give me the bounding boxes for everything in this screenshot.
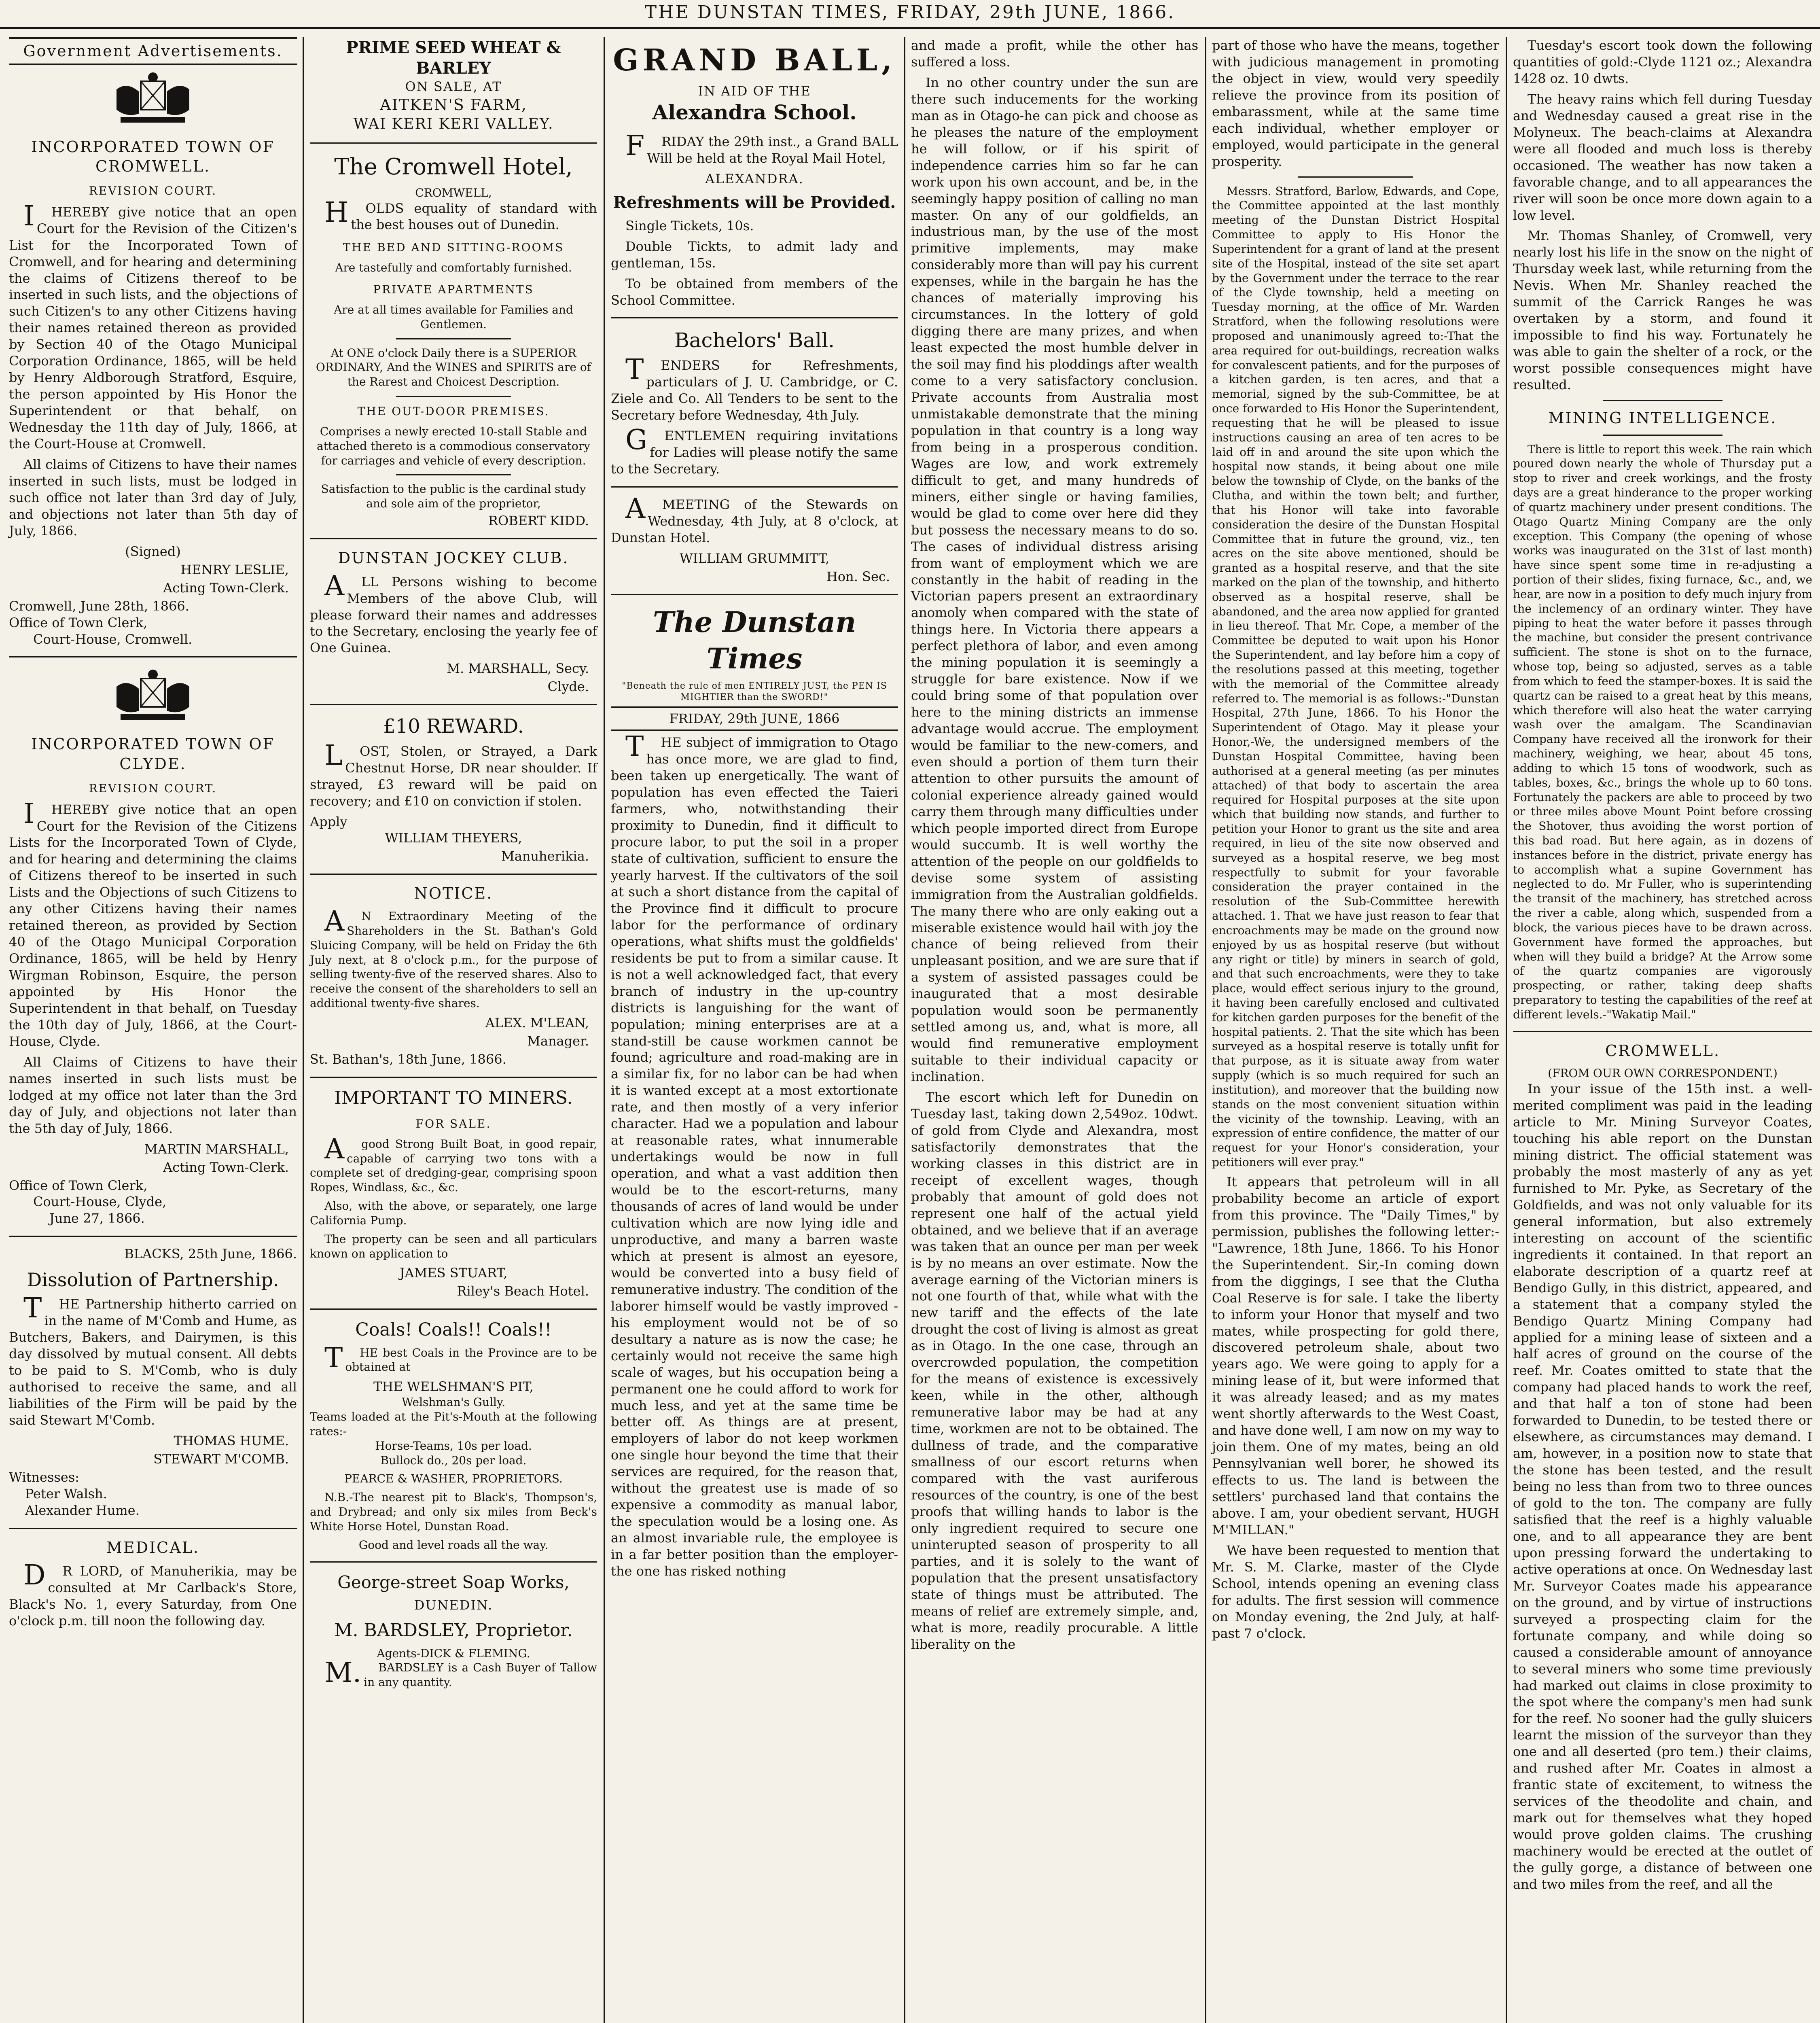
miners-body: Agood Strong Built Boat, in good repair, capable of carrying two tons with a complete set of dredging-gear, comprising spoon Ropes, Windlass, &c., &c. — [310, 1133, 597, 1194]
prime-seed-farm: AITKEN'S FARM, — [380, 96, 527, 114]
hospital-report: Messrs. Stratford, Barlow, Edwards, and Cope, the Committee appointed at the last monthly meeting of the Dunstan District Hospital Committee to apply to His Honor the Superintendent for a grant of land at the present site of the Hospital, instead of the site set apart by the Government under the terrace to the rear of the Clyde township, held a meeting on Tuesday morning, at the office of Mr. Warden Stratford, when the following resolutions were proposed and unanimously agreed to:-That the area required for out-buildings, recreation walks for convalescent patients, and for the purposes of a kitchen garden, is ten acres, and that a memorial, signed by the sub-Committee, be at once forwarded to His Honor the Superintendent, requesting that he will be pleased to issue instructions causing an area of ten acres to be laid off in and around the site upon which the hospital now stands, it being about one mile below the township of Clyde, on the banks of the Clutha, and within the town belt; and further, that his Honor will take into favorable consideration the desire of the Dunstan Hospital Committee that in future the ground, viz., ten acres on the site above mentioned, should be granted as a hospital reserve, and that the site marked on the plan of the township, and hitherto observed as a hospital reserve, shall be abandoned, and the area now applied for granted in lieu thereof. That Mr. Cope, a member of the Committee be deputed to wait upon his Honor the Superintendent, and lay before him a copy of the resolutions passed at this meeting, together with the memorial of the Committee already referred to. The memorial is as follows:-"Dunstan Hospital, 27th June, 1866. To his Honor the Superintendent of Otago. May it please your Honor,-We, the undersigned members of the Dunstan Hospital Committee, having been authorised at a general meeting (as per minutes attached) of that body to ascertain the area required for Hospital purposes at the site upon which that building now stands, and further to petition your Honor to grant us the site and area required, in lieu of the site now observed and surveyed as a hospital reserve, we beg most respectfully to submit for your favorable consideration the prayer contained in the resolution of the Sub-Committee herewith attached. 1. That we have just reason to fear that encroachments may be made on the ground now enjoyed by us as hospital reserve (but without any right or title) by miners in search of gold, and that such encroachments, were they to take place, would effect serious injury to the ground, it having been carefully enclosed and cultivated for kitchen garden purposes for the benefit of the hospital patients. 2. That the site which has been surveyed as a hospital reserve is totally unfit for that purpose, as it is situate away from water supply (which is so much required for such an institution), and moreover that the building now stands on the most convenient situation within the vicinity of the township. Leaving, with an expression of entire confidence, the matter of our request for your Honor's consideration, your petitioners will ever pray." — [1212, 184, 1499, 1169]
jockey-body: ALL Persons wishing to become Members of the above Club, will please forward their names and addresses to the Secretary, enclosing the yearly fee of One Guinea. — [310, 570, 597, 656]
dissolution-signatory-1: THOMAS HUME. — [174, 1433, 289, 1448]
outdoor-title: THE OUT-DOOR PREMISES. — [357, 405, 550, 418]
miners-signatory: JAMES STUART, — [399, 1265, 508, 1281]
meeting-signatory: WILLIAM GRUMMITT, — [679, 551, 830, 566]
jockey-place: Clyde. — [547, 679, 589, 695]
medical-title: MEDICAL. — [106, 1538, 199, 1556]
soap-proprietor: M. BARDSLEY, Proprietor. — [334, 1620, 573, 1641]
editorial-paragraph-3: The escort which left for Dunedin on Tuesday last, taking down 2,549oz. 10dwt. of gold from Clyde and Alexandra, most satisfactorily demonstrates that the working classes in this district are in receipt of excellent wages, though probably that amount of gold does not represent one half of the actual yield obtained, and we believe that if an average was taken that an ounce per man per week is by no means an over estimate. Now the average earning of the Victorian miners is not one fourth of that, while what with the new tariff and the effects of the late drought the cost of living is almost as great as in Otago. In the one case, through an overcrowded population, the competition for the means of existence is excessively keen, while in the other, although remunerative labor may be had at any time, workmen are not to be obtained. The dullness of trade, and the comparative smallness of our escort returns when compared with the vast auriferous resources of the country, is one of the best proofs that willing hands to labor is the only ingredient required to secure one uninterupted season of prosperity to all parties, and it is solely to the want of population that the present unsatisfactory state of things must be attributed. The means of relief are extremely simple, and, what is more, readily procurable. A little liberality on the — [911, 1090, 1198, 1652]
signed-label: (Signed) — [125, 543, 181, 559]
cromwell-court-house: Court-House, Cromwell. — [33, 631, 193, 647]
reward-apply: Apply — [310, 814, 347, 829]
miners-place: Riley's Beach Hotel. — [457, 1283, 589, 1299]
clyde-title: INCORPORATED TOWN OF CLYDE. — [31, 735, 275, 773]
divider — [310, 142, 597, 144]
miners-body-2: Also, with the above, or separately, one large California Pump. — [310, 1199, 597, 1227]
ball-title: GRAND BALL, — [613, 43, 896, 78]
mining-title: MINING INTELLIGENCE. — [1548, 409, 1777, 427]
rain-report: The heavy rains which fell during Tuesday and Wednesday caused a great rise in the Molyneux. The beach-claims at Alexandra were all flooded and much loss is thereby occasioned. The weather has now taken a favorable change, and to all appearances the river will soon be once more down again to a low level. — [1513, 91, 1812, 223]
divider — [611, 486, 898, 488]
hotel-title: The Cromwell Hotel, — [334, 154, 573, 180]
column-2 — [304, 37, 603, 2023]
clyde-signatory-role: Acting Town-Clerk. — [163, 1159, 289, 1175]
notice-role: Manager. — [527, 1033, 589, 1049]
soap-town: DUNEDIN. — [414, 1597, 493, 1613]
blacks-date: BLACKS, 25th June, 1866. — [124, 1246, 297, 1262]
divider — [396, 474, 511, 475]
reward-body: LOST, Stolen, or Strayed, a Dark Chestnut Horse, DR near shoulder. If strayed, £3 reward will be paid on recovery; and £10 on conviction if stolen. — [310, 739, 597, 809]
cromwell-title: INCORPORATED TOWN OF CROMWELL. — [31, 138, 275, 176]
ball-obtain: To be obtained from members of the School Committee. — [611, 276, 898, 308]
shanley-report: Mr. Thomas Shanley, of Cromwell, very nearly lost his life in the snow on the night of Thursday week last, while returning from the Nevis. When Mr. Shanley reached the summit of the Carrick Ranges he was overtaken by a storm, and found it impossible to find his way. Fortunately he was able to gain the shelter of a rock, or the worst possible consequences might have resulted. — [1513, 228, 1812, 393]
editorial-text: THE subject of immigration to Otago has once more, we are glad to find, been taken up energetically. The want of population has even effected the Taieri farmers, who, notwithstanding their proximity to Dunedin, find it difficult to procure labor, to put the soil in a proper state of cultivation, sufficient to ensure the yearly harvest. If the cultivators of the soil at such a short distance from the capital of the Province find it difficult to procure labor for the performance of ordinary operations, what shifts must the goldfields' residents be put to from a similar cause. It is not a well acknowledged fact, that every branch of industry in the up-country districts is languishing for the want of population; mining enterprises are at a stand-still be cause workmen cannot be found; agriculture and road-making are in a similar fix, for no labor can be had when it is wanted except at a most extortionate rate, and then mostly of a very inferior character. Had we a population and labour at reasonable rates, what innumerable undertakings would be now in full operation, and what a vast addition then would be to the escort-returns, many thousands of acres of land would be under cultivation which are now lying idle and unproductive, and many a barren waste which at present is almost an eyesore, would be converted into a busy field of remunerative industry. The condition of the laborer himself would be vastly improved -his employment would not be of so desultary a nature as is now the case; he certainly would not receive the same high scale of wages, but his occupation being a permanent one he could afford to work for much less, and yet at the same time be better off. As things are at present, employers of labor do not keep workmen one single hour beyond the time that their services are required, for the reason that, without the greatest use is made of so expensive a commodity as manual labor, the speculation would be a losing one. As an almost invariable rule, the employee is in a far better position than the employer-the one has risked nothing — [611, 731, 898, 1579]
petroleum-report: It appears that petroleum will in all probability become an article of export from this province. The "Daily Times," by permission, publishes the following letter:-"Lawrence, 18th June, 1866. To his Honor the Superintendent. Sir,-In coming down from the diggings, I see that the Clutha Coal Reserve is for sale. I take the liberty to inform your Honor that myself and two mates, while prospecting for gold there, discovered petroleum shale, about two years ago. We were going to apply for a mining lease of it, but were informed that it was already leased; and as my mates went shortly afterwards to the West Coast, and have done well, I am now on my way to join them. One of my mates, being an old Pennsylvanian well borer, he showed its effects to us. The land is between the settlers' purchased land that contains the above. I am, your obedient servant, HUGH M'MILLAN." — [1212, 1174, 1499, 1537]
satisfaction-body: Satisfaction to the public is the cardinal study and sole aim of the proprietor, — [321, 482, 586, 511]
divider — [1513, 1031, 1812, 1032]
divider — [9, 656, 297, 657]
ball-single-tickets: Single Tickets, 10s. — [625, 218, 754, 233]
column-4 — [905, 37, 1204, 2023]
reward-title: £10 REWARD. — [383, 715, 524, 738]
cromwell-notice-body-2: All claims of Citizens to have their names inserted in such lists, must be lodged in such office not later than 3rd day of July, and objections not later than 5th day of July, 1866. — [9, 457, 297, 539]
clyde-signatory: MARTIN MARSHALL, — [144, 1141, 289, 1157]
divider — [310, 874, 597, 875]
cromwell-correspondent-text: In your issue of the 15th inst. a well-merited compliment was paid in the leading article to Mr. Mining Surveyor Coates, touching his able report on the Dunstan mining district. The official statement was probably the most masterly of any as yet furnished to Mr. Pyke, as Secretary of the Goldfields, and was not only valuable for its general information, but also extremely interesting on account of the scientific ingredients it contained. In that report an elaborate description of a quartz reef at Bendigo Gully, in this district, appeared, and a statement that a company styled the Bendigo Quartz Mining Company had applied for a mining lease of sixteen and a half acres of ground on the course of the reef. Mr. Coates omitted to state that the company had placed hands to work the reef, and that half a ton of stone had been forwarded to Dunedin, to be tested there or elsewhere, as circumstances may demand. I am, however, in a position now to state that the stone has been tested, and the result being no less than from two to three ounces of gold to the ton. The company are fully satisfied that the reef is a highly valuable one, and to all appearance they are bent upon pressing forward the undertaking to active operations at once. On Wednesday last Mr. Surveyor Coates made his appearance on the ground, and by virtue of instructions surveyed a prospecting claim for the fortunate company, and while doing so caused a considerable amount of annoyance to several miners who some time previously had marked out claims in close proximity to the spot where the company's men had sunk for the reef. No sooner had the gully sluicers learnt the mission of the surveyor than they one and all deserted (pro tem.) their claims, and rushed after Mr. Coates in almost a frantic state of excitement, to witness the services of the theodolite and chain, and mark out for themselves what they hoped would prove golden claims. The crushing machinery would be erected at the outlet of the gully gorge, a distance of between one and two miles from the reef, and all the — [1513, 1081, 1812, 1892]
coals-nb: N.B.-The nearest pit to Black's, Thompson's, and Drybread; and only six miles from Beck's White Horse Hotel, Dunstan Road. — [310, 1491, 597, 1533]
coals-horse-rate: Horse-Teams, 10s per load. — [375, 1439, 532, 1453]
medical-body: DR LORD, of Manuherikia, may be consulted at Mr Carlback's Store, Black's No. 1, every Saturday, from One o'clock p.m. till noon the following day. — [9, 1559, 297, 1629]
prime-seed-valley: WAI KERI KERI VALLEY. — [353, 115, 554, 132]
cromwell-correspondent-title: CROMWELL. — [1605, 1041, 1720, 1060]
divider — [310, 1561, 597, 1563]
private-title: PRIVATE APARTMENTS — [373, 283, 534, 297]
notice-signatory: ALEX. M'LEAN, — [485, 1015, 589, 1031]
private-body: Are at all times available for Families and Gentlemen. — [334, 303, 573, 331]
bachelors-title: Bachelors' Ball. — [674, 329, 835, 352]
divider — [310, 1308, 597, 1310]
coals-title: Coals! Coals!! Coals!! — [355, 1319, 552, 1340]
divider — [396, 338, 511, 339]
cromwell-signatory-role: Acting Town-Clerk. — [163, 580, 289, 596]
evening-class-notice: We have been requested to mention that Mr. S. M. Clarke, master of the Clyde School, intends opening an evening class for adults. The first session will commence on Monday evening, the 2nd July, at half-past 7 o'clock. — [1212, 1542, 1499, 1641]
reward-signatory: WILLIAM THEYERS, — [385, 830, 522, 846]
ball-double-tickets: Double Tickts, to admit lady and gentleman, 15s. — [611, 238, 898, 271]
miners-body-3: The property can be seen and all particulars known on application to — [310, 1232, 597, 1260]
divider — [611, 317, 898, 318]
coat-of-arms-icon — [92, 69, 214, 130]
coat-of-arms-icon — [92, 666, 214, 727]
ball-town: ALEXANDRA. — [705, 171, 804, 187]
column-6 — [1507, 37, 1818, 2023]
dissolution-title: Dissolution of Partnership. — [27, 1269, 279, 1291]
cromwell-notice-body: IHEREBY give notice that an open Court for the Revision of the Citizen's List for the Incorporated Town of Cromwell, and for hearing and determining the claims of Citizens thereof to be inserted in such lists, and the objections of such Citizen's to any other Citizens having their names retained thereon as provided by Section 40 of the Otago Municipal Corporation Ordinance, 1865, will be held by Henry Aldborough Stratford, Esquire, the person appointed by His Honor the Superintendent or that behalf, on Wednesday the 11th day of July, 1866, at the Court-House at Cromwell. — [9, 200, 297, 452]
clyde-notice-body-2: All Claims of Citizens to have their names inserted in such lists must be lodged at my office not later than the 3rd day of July, and objections not later than the 5th day of July, 1866. — [9, 1054, 297, 1136]
prime-seed-title: PRIME SEED WHEAT & BARLEY — [346, 38, 561, 78]
hotel-body: HOLDS equality of standard with the best houses out of Dunedin. — [324, 196, 597, 233]
masthead: THE DUNSTAN TIMES, FRIDAY, 29th JUNE, 1866. — [0, 0, 1820, 29]
gov-ads-heading: Government Advertisements. — [9, 37, 297, 65]
escort-report: Tuesday's escort took down the following quantities of gold:-Clyde 1121 oz.; Alexandra 1428 oz. 10 dwts. — [1513, 38, 1812, 86]
editorial-paragraph-2: In no other country under the sun are there such inducements for the working man as in Otago-he can pick and choose as he pleases the nature of the employment he will follow, or if his spirit of independence carries him so far he can work upon his own account, and be, in the seemingly happy position of calling no man master. On any of our goldfields, an industrious man, by the use of the most primitive implements, may make considerably more than will pay his current expenses, while in the bargain he has the chances of materially improving his circumstances. In the lottery of gold digging there are many prizes, and when least expected the most humble delver in the soil may find his ploddings after wealth come to a very satisfactory conclusion. Private accounts from Australia most unmistakable demonstrate that the mining population in that country is a long way from being in a prosperous condition. Wages are low, and work extremely difficult to get, and many hundreds of miners, either single or having families, would be glad to come over here did they but possess the necessary means to do so. The cases of individual distress arising from want of employment which we are constantly in the habit of reading in the Victorian papers present an extraordinary anomoly when compared with the state of things here. In Victoria there appears a perfect plethora of labor, and even among the mining population it is seemingly a struggle for bare existence. Now if we could bring some of that population over here to the mining districts an immense advantage would accrue. The employment would be familiar to the new-comers, and even should a portion of them turn their attention to other pursuits the amount of colonial experience already gained would carry them through many difficulties under which people imported direct from Europe would succumb. It is well worthy the attention of the people on our goldfields to devise some system of assisting immigration from the Australian goldfields. The many there who are only eaking out a miserable existence would hail with joy the chance of being relieved from their unpleasant position, and we are sure that if a system of assisted passages could be inaugurated that a most desirable population would soon be permanently settled among us, and, what is more, all would find remunerative employment suitable to their individual capacity or inclination. — [911, 74, 1198, 1085]
jockey-signatory: M. MARSHALL, Secy. — [447, 661, 589, 676]
coals-pit: THE WELSHMAN'S PIT, — [373, 1379, 534, 1395]
ordinary-body: At ONE o'clock Daily there is a SUPERIOR ORDINARY, And the WINES and SPIRITS are of the Rarest and Choicest Description. — [316, 346, 591, 389]
column-1 — [3, 37, 303, 2023]
hotel-signatory: ROBERT KIDD. — [488, 513, 589, 529]
clyde-revision-court: REVISION COURT. — [89, 781, 217, 795]
coals-proprietors: PEARCE & WASHER, PROPRIETORS. — [344, 1472, 563, 1486]
bed-body: Are tastefully and comfortably furnished. — [335, 261, 572, 275]
witness-2: Alexander Hume. — [25, 1502, 140, 1518]
divider — [396, 396, 511, 397]
editorial-continued: and made a profit, while the other has suffered a loss. — [911, 38, 1198, 70]
paper-date: FRIDAY, 29th JUNE, 1866 — [611, 706, 898, 731]
column-3 — [605, 37, 904, 2023]
column-5 — [1206, 37, 1505, 2023]
soap-body: M.BARDSLEY is a Cash Buyer of Tallow in any quantity. — [324, 1657, 597, 1689]
bachelors-body-2: GENTLEMEN requiring invitations for Ladies will please notify the same to the Secretary. — [611, 424, 898, 477]
for-sale-label: FOR SALE. — [415, 1117, 492, 1130]
miners-title: IMPORTANT TO MINERS. — [334, 1087, 573, 1108]
dissolution-body: THE Partnership hitherto carried on in the name of M'Comb and Hume, as Butchers, Bakers, and Dairymen, is this day dissolved by mutual consent. All debts to be paid to S. M'Comb, who is duly authorised to receive the same, and all liabilities of the Firm will be paid by the said Stewart M'Comb. — [9, 1292, 297, 1428]
reward-place: Manuherikia. — [501, 848, 589, 864]
coals-body: THE best Coals in the Province are to be obtained at — [324, 1342, 597, 1374]
divider — [1298, 176, 1413, 178]
divider — [611, 594, 898, 595]
outdoor-body: Comprises a newly erected 10-stall Stable and attached thereto is a commodious conservatory for carriages and vehicle of every description. — [317, 424, 590, 467]
cromwell-office: Office of Town Clerk, — [9, 615, 148, 630]
coals-gully: Welshman's Gully. — [402, 1395, 505, 1409]
coals-bullock-rate: Bullock do., 20s per load. — [380, 1453, 527, 1467]
divider — [9, 1236, 297, 1237]
notice-title: NOTICE. — [414, 884, 493, 903]
divider — [1603, 435, 1723, 436]
bachelors-body: TENDERS for Refreshments, particulars of J. U. Cambridge, or C. Ziele and Co. All Tenders to be sent to the Secretary before Wednesday, 4th July. — [611, 354, 898, 423]
divider — [9, 1528, 297, 1529]
clyde-office: Office of Town Clerk, — [9, 1177, 148, 1193]
soap-agents: Agents-DICK & FLEMING. — [377, 1646, 530, 1660]
paper-title: The Dunstan Times — [653, 605, 856, 675]
cromwell-correspondent-sub: (FROM OUR OWN CORRESPONDENT.) — [1548, 1067, 1778, 1080]
witnesses-label: Witnesses: — [9, 1469, 79, 1485]
clyde-court-house: Court-House, Clyde, — [33, 1194, 167, 1210]
notice-body: AN Extraordinary Meeting of the Shareholders in the St. Bathan's Gold Sluicing Company, will be held on Friday the 6th July next, at 8 o'clock p.m., for the purpose of selling twenty-five of the reserved shares. Also to receive the consent of the shareholders to sell an additional twenty-five shares. — [310, 905, 597, 1010]
hotel-town: CROMWELL, — [415, 186, 492, 199]
divider — [310, 704, 597, 705]
meeting-body: AMEETING of the Stewards on Wednesday, 4th July, at 8 o'clock, at Dunstan Hotel. — [611, 493, 898, 546]
dissolution-signatory-2: STEWART M'COMB. — [153, 1451, 289, 1467]
cromwell-date: Cromwell, June 28th, 1866. — [9, 598, 189, 614]
ball-refreshments: Refreshments will be Provided. — [613, 193, 896, 212]
prime-seed-sale: ON SALE, AT — [405, 79, 502, 95]
clyde-date: June 27, 1866. — [49, 1211, 145, 1226]
notice-date: St. Bathan's, 18th June, 1866. — [310, 1051, 506, 1067]
cromwell-revision-court: REVISION COURT. — [89, 184, 217, 197]
editorial-conclusion: part of those who have the means, together with judicious management in promoting the object in view, would very speedily relieve the province from its position of embarassment, while at the same time each individual, whether employer or employed, would participate in the general prosperity. — [1212, 38, 1499, 169]
divider — [1603, 400, 1723, 401]
cromwell-signatory: HENRY LESLIE, — [180, 562, 289, 577]
witness-1: Peter Walsh. — [25, 1486, 107, 1501]
ball-body: FRIDAY the 29th inst., a Grand BALL Will be held at the Royal Mail Hotel, — [625, 129, 898, 166]
coals-roads: Good and level roads all the way. — [358, 1538, 549, 1552]
coals-rates: Teams loaded at the Pit's-Mouth at the following rates:- — [310, 1410, 597, 1438]
clyde-notice-body: IHEREBY give notice that an open Court for the Revision of the Citizens Lists for the Incorporated Town of Clyde, and for hearing and determining the claims of Citizens thereof to be inserted in such Lists and the Objections of such Citizens to any other Citizens having their names retained thereon, as provided by Section 40 of the Otago Municipal Corporation Ordinance, 1865, will be held by Henry Wirgman Robinson, Esquire, the person appointed by His Honor the Superintendent in that behalf, on Tuesday the 10th day of July, 1866, at the Court-House, Clyde. — [9, 797, 297, 1049]
ball-school: Alexandra School. — [652, 100, 857, 124]
ball-aid: IN AID OF THE — [698, 83, 811, 99]
meeting-role: Hon. Sec. — [826, 568, 890, 584]
paper-motto: "Beneath the rule of men ENTIRELY JUST, the PEN IS MIGHTIER than the SWORD!" — [622, 681, 887, 703]
soap-title: George-street Soap Works, — [337, 1572, 570, 1592]
jockey-title: DUNSTAN JOCKEY CLUB. — [338, 549, 569, 567]
mining-text: There is little to report this week. The rain which poured down nearly the whole of Thursday put a stop to river and creek workings, and the frosty days are a great hinderance to the proper working of quartz machinery under present conditions. The Otago Quartz Mining Company are the only exception. This Company (the opening of whose works was inaugurated on the 31st of last month) have since spent some time in re-adjusting a portion of their slides, fixing furnace, &c., and, we hear, are now in a position to defy much injury from the inclemency of an ordinary winter. They have piping to heat the water before it passes through the machine, but consider the present contrivance sufficient. The stone is shot on to the furnace, whose top, being so adjusted, serves as a table from which to feed the stamper-boxes. It is said the quartz can be raised to a great heat by this means, which therefore will also heat the water carrying wash over the amalgam. The Scandinavian Company have received all the ironwork for their machinery, weighing, we hear, about 45 tons, adding to which 15 tons of woodwork, such as tables, boxes, &c., brings the whole up to 60 tons. Fortunately the packers are able to proceed by two or three miles above Mount Point before crossing the Shotover, thus avoiding the worst portion of this bad road. But here again, as in dozens of instances before in the district, private energy has to accomplish what a supine Government has neglected to do. Mr Fuller, who is superintending the transit of the machinery, has stretched across the river a cable, along which, suspended from a block, the various pieces have to be drawn across. Government have formed the approaches, but when will they build a bridge? At the Arrow some of the quartz companies are vigorously prospecting, or rather, taking deep shafts preparatory to testing the capabilities of the reef at different levels.-"Wakatip Mail." — [1513, 442, 1812, 1021]
divider — [310, 1077, 597, 1078]
divider — [310, 538, 597, 539]
bed-title: THE BED AND SITTING-ROOMS — [343, 241, 564, 254]
